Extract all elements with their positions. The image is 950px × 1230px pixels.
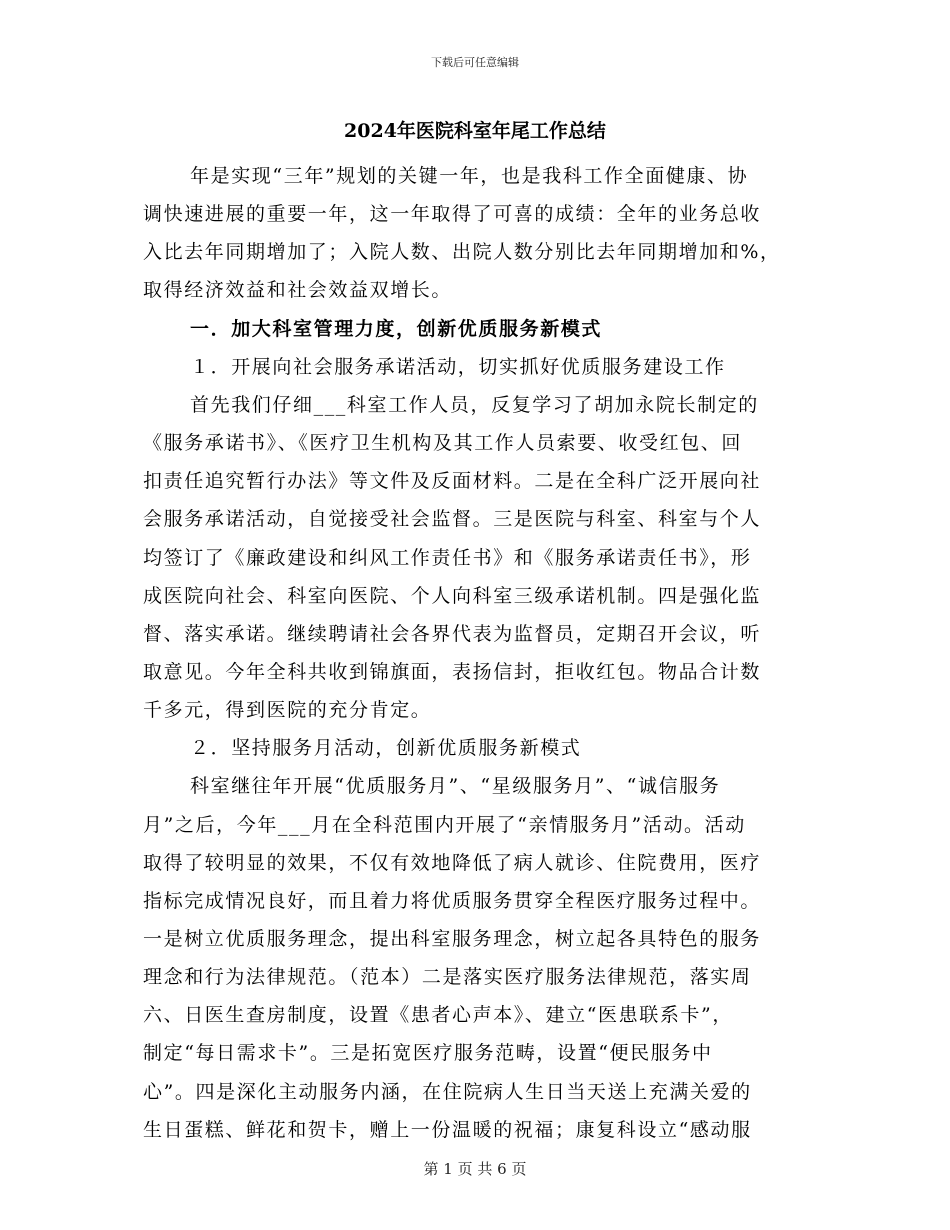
paragraph-line: 《服务承诺书》、《医疗卫生机构及其工作人员索要、收受红包、回 xyxy=(143,432,743,455)
paragraph-line: 均签订了《廉政建设和纠风工作责任书》和《服务承诺责任书》，形 xyxy=(143,546,752,569)
paragraph-line: 六、日医生查房制度，设置《患者心声本》、建立“医患联系卡”， xyxy=(143,1004,733,1027)
paragraph-line: 月”之后，今年___月在全科范围内开展了“亲情服务月”活动。活动 xyxy=(143,813,746,836)
paragraph-line: １．开展向社会服务承诺活动，切实抓好优质服务建设工作 xyxy=(190,355,726,378)
paragraph-line: 入比去年同期增加了；入院人数、出院人数分别比去年同期增加和%， xyxy=(143,241,781,264)
page-footer: 第 1 页 共 6 页 xyxy=(423,1160,527,1178)
page-header: 下载后可任意编辑 xyxy=(431,56,519,69)
paragraph-line: 心”。四是深化主动服务内涵，在住院病人生日当天送上充满关爱的 xyxy=(143,1080,752,1103)
paragraph-line: 制定“每日需求卡”。三是拓宽医疗服务范畴，设置“便民服务中 xyxy=(143,1042,713,1065)
paragraph-line: 调快速进展的重要一年，这一年取得了可喜的成绩：全年的业务总收 xyxy=(143,203,762,226)
paragraph-line: 一是树立优质服务理念，提出科室服务理念，树立起各具特色的服务 xyxy=(143,928,762,950)
paragraph-line: 取得经济效益和社会效益双增长。 xyxy=(143,279,453,302)
paragraph-line: 扣责任追究暂行办法》等文件及反面材料。二是在全科广泛开展向社 xyxy=(143,470,762,493)
paragraph-line: 会服务承诺活动，自觉接受社会监督。三是医院与科室、科室与个人 xyxy=(143,508,762,531)
document-title: 2024年医院科室年尾工作总结 xyxy=(344,120,606,142)
paragraph-line: 理念和行为法律规范。（范本）二是落实医疗服务法律规范，落实周 xyxy=(143,966,752,989)
paragraph-line: 年是实现“三年”规划的关键一年，也是我科工作全面健康、协 xyxy=(190,165,749,187)
paragraph-line: ２．坚持服务月活动，创新优质服务新模式 xyxy=(190,737,582,760)
paragraph-line: 指标完成情况良好，而且着力将优质服务贯穿全程医疗服务过程中。 xyxy=(143,889,762,912)
paragraph-line: 首先我们仔细___科室工作人员，反复学习了胡加永院长制定的 xyxy=(190,393,759,416)
paragraph-line: 成医院向社会、科室向医院、个人向科室三级承诺机制。四是强化监 xyxy=(143,584,762,607)
section-heading: 一．加大科室管理力度，创新优质服务新模式 xyxy=(190,317,603,340)
paragraph-line: 千多元，得到医院的充分肯定。 xyxy=(143,699,432,722)
paragraph-line: 督、落实承诺。继续聘请社会各界代表为监督员，定期召开会议，听 xyxy=(143,622,762,645)
paragraph-line: 生日蛋糕、鲜花和贺卡，赠上一份温暖的祝福；康复科设立“感动服 xyxy=(143,1118,752,1141)
paragraph-line: 取得了较明显的效果，不仅有效地降低了病人就诊、住院费用，医疗 xyxy=(143,851,762,874)
paragraph-line: 科室继往年开展“优质服务月”、“星级服务月”、“诚信服务 xyxy=(190,775,721,798)
paragraph-line: 取意见。今年全科共收到锦旗面，表扬信封，拒收红包。物品合计数 xyxy=(143,660,762,683)
